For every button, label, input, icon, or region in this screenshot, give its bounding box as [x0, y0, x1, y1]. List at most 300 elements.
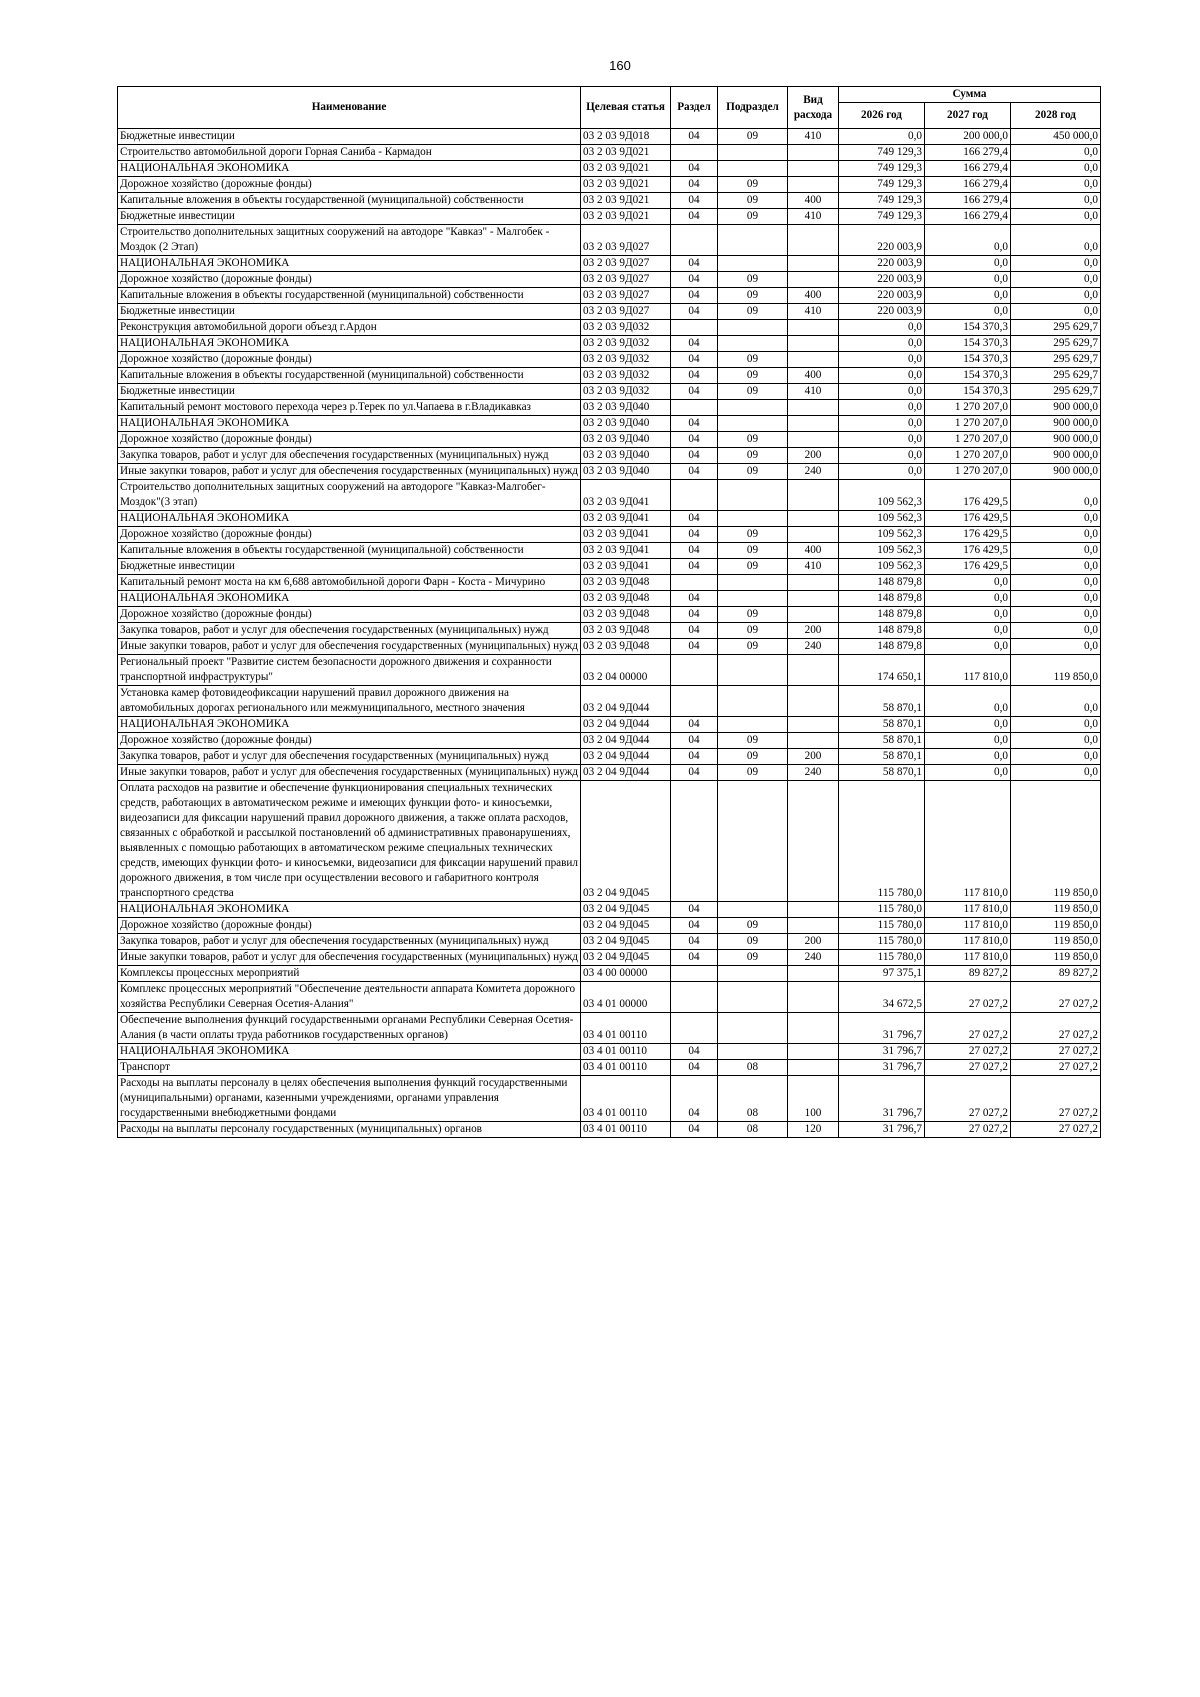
row-expense-type: 410 — [788, 384, 839, 400]
row-sum-2026: 0,0 — [839, 400, 925, 416]
row-subsection: 09 — [718, 765, 788, 781]
row-target-code: 03 4 00 00000 — [581, 966, 671, 982]
row-subsection: 09 — [718, 918, 788, 934]
row-expense-type — [788, 161, 839, 177]
row-subsection — [718, 511, 788, 527]
row-section: 04 — [671, 288, 718, 304]
row-subsection — [718, 320, 788, 336]
table-row — [118, 272, 1101, 288]
row-section: 04 — [671, 559, 718, 575]
row-target-code: 03 2 03 9Д040 — [581, 400, 671, 416]
row-sum-2026: 0,0 — [839, 129, 925, 145]
row-subsection — [718, 686, 788, 717]
row-section: 04 — [671, 765, 718, 781]
row-sum-2027: 1 270 207,0 — [925, 432, 1011, 448]
row-target-code: 03 4 01 00110 — [581, 1013, 671, 1044]
table-row — [118, 623, 1101, 639]
row-expense-type: 400 — [788, 368, 839, 384]
row-sum-2026: 109 562,3 — [839, 543, 925, 559]
row-section: 04 — [671, 902, 718, 918]
row-target-code: 03 2 03 9Д027 — [581, 272, 671, 288]
row-subsection: 09 — [718, 639, 788, 655]
row-name: Бюджетные инвестиции — [118, 304, 581, 320]
row-target-code: 03 2 03 9Д041 — [581, 559, 671, 575]
row-section: 04 — [671, 193, 718, 209]
row-sum-2026: 58 870,1 — [839, 749, 925, 765]
row-sum-2028: 27 027,2 — [1011, 1060, 1101, 1076]
row-subsection — [718, 717, 788, 733]
row-target-code: 03 2 03 9Д027 — [581, 304, 671, 320]
row-sum-2026: 58 870,1 — [839, 733, 925, 749]
row-sum-2026: 0,0 — [839, 336, 925, 352]
row-sum-2028: 0,0 — [1011, 145, 1101, 161]
row-name: Дорожное хозяйство (дорожные фонды) — [118, 918, 581, 934]
row-name: Строительство дополнительных защитных сооружений на автодоре "Кавказ" - Малгобек - Моздок (2 Этап) — [118, 225, 581, 256]
row-sum-2027: 0,0 — [925, 749, 1011, 765]
row-target-code: 03 2 03 9Д032 — [581, 336, 671, 352]
row-expense-type: 410 — [788, 129, 839, 145]
table-row — [118, 749, 1101, 765]
row-sum-2026: 109 562,3 — [839, 559, 925, 575]
table-row — [118, 639, 1101, 655]
table-row — [118, 336, 1101, 352]
row-section — [671, 400, 718, 416]
row-section: 04 — [671, 336, 718, 352]
row-sum-2028: 0,0 — [1011, 209, 1101, 225]
row-expense-type — [788, 416, 839, 432]
table-row — [118, 765, 1101, 781]
table-row — [118, 733, 1101, 749]
row-sum-2028: 119 850,0 — [1011, 781, 1101, 902]
table-row — [118, 717, 1101, 733]
table-row — [118, 918, 1101, 934]
row-target-code: 03 2 03 9Д040 — [581, 448, 671, 464]
row-section: 04 — [671, 918, 718, 934]
header-year-2026: 2026 год — [839, 103, 925, 129]
row-sum-2027: 0,0 — [925, 272, 1011, 288]
row-sum-2028: 0,0 — [1011, 559, 1101, 575]
table-row — [118, 320, 1101, 336]
row-target-code: 03 2 03 9Д041 — [581, 543, 671, 559]
row-target-code: 03 2 03 9Д048 — [581, 623, 671, 639]
row-sum-2028: 0,0 — [1011, 639, 1101, 655]
row-name: Капитальные вложения в объекты государственной (муниципальной) собственности — [118, 288, 581, 304]
row-subsection: 09 — [718, 432, 788, 448]
row-sum-2026: 0,0 — [839, 320, 925, 336]
row-name: Дорожное хозяйство (дорожные фонды) — [118, 607, 581, 623]
row-sum-2028: 0,0 — [1011, 607, 1101, 623]
row-expense-type: 410 — [788, 304, 839, 320]
row-name: НАЦИОНАЛЬНАЯ ЭКОНОМИКА — [118, 161, 581, 177]
row-name: Комплексы процессных мероприятий — [118, 966, 581, 982]
row-section — [671, 781, 718, 902]
row-section: 04 — [671, 177, 718, 193]
row-sum-2026: 0,0 — [839, 368, 925, 384]
row-section: 04 — [671, 272, 718, 288]
row-target-code: 03 2 03 9Д021 — [581, 177, 671, 193]
row-sum-2027: 117 810,0 — [925, 902, 1011, 918]
row-target-code: 03 2 04 00000 — [581, 655, 671, 686]
row-expense-type — [788, 591, 839, 607]
row-name: НАЦИОНАЛЬНАЯ ЭКОНОМИКА — [118, 1044, 581, 1060]
row-sum-2027: 166 279,4 — [925, 161, 1011, 177]
row-name: НАЦИОНАЛЬНАЯ ЭКОНОМИКА — [118, 591, 581, 607]
row-name: НАЦИОНАЛЬНАЯ ЭКОНОМИКА — [118, 511, 581, 527]
row-section: 04 — [671, 607, 718, 623]
row-sum-2028: 900 000,0 — [1011, 416, 1101, 432]
row-target-code: 03 2 04 9Д045 — [581, 918, 671, 934]
row-sum-2028: 27 027,2 — [1011, 1122, 1101, 1138]
row-sum-2026: 109 562,3 — [839, 527, 925, 543]
table-row — [118, 352, 1101, 368]
row-section — [671, 686, 718, 717]
row-name: НАЦИОНАЛЬНАЯ ЭКОНОМИКА — [118, 416, 581, 432]
row-subsection — [718, 591, 788, 607]
row-target-code: 03 2 03 9Д041 — [581, 480, 671, 511]
table-row — [118, 1044, 1101, 1060]
row-sum-2028: 0,0 — [1011, 193, 1101, 209]
row-expense-type — [788, 781, 839, 902]
row-sum-2026: 749 129,3 — [839, 209, 925, 225]
row-target-code: 03 2 03 9Д032 — [581, 352, 671, 368]
row-name: Иные закупки товаров, работ и услуг для обеспечения государственных (муниципальных) нужд — [118, 950, 581, 966]
row-sum-2028: 0,0 — [1011, 511, 1101, 527]
row-name: Расходы на выплаты персоналу государственных (муниципальных) органов — [118, 1122, 581, 1138]
table-row — [118, 591, 1101, 607]
row-section: 04 — [671, 161, 718, 177]
row-sum-2027: 0,0 — [925, 765, 1011, 781]
row-section: 04 — [671, 950, 718, 966]
table-row — [118, 177, 1101, 193]
row-target-code: 03 2 04 9Д045 — [581, 781, 671, 902]
row-sum-2028: 27 027,2 — [1011, 1076, 1101, 1122]
row-name: Капитальные вложения в объекты государственной (муниципальной) собственности — [118, 368, 581, 384]
row-sum-2028: 0,0 — [1011, 225, 1101, 256]
row-sum-2027: 1 270 207,0 — [925, 400, 1011, 416]
row-expense-type: 240 — [788, 464, 839, 480]
row-sum-2026: 31 796,7 — [839, 1060, 925, 1076]
row-sum-2027: 0,0 — [925, 733, 1011, 749]
table-row — [118, 686, 1101, 717]
row-sum-2027: 154 370,3 — [925, 368, 1011, 384]
row-name: НАЦИОНАЛЬНАЯ ЭКОНОМИКА — [118, 336, 581, 352]
row-target-code: 03 2 03 9Д027 — [581, 288, 671, 304]
row-sum-2026: 31 796,7 — [839, 1044, 925, 1060]
row-sum-2026: 58 870,1 — [839, 765, 925, 781]
row-subsection: 09 — [718, 950, 788, 966]
row-subsection: 09 — [718, 209, 788, 225]
budget-table — [117, 86, 1101, 1138]
table-row — [118, 448, 1101, 464]
row-sum-2027: 0,0 — [925, 575, 1011, 591]
row-name: Закупка товаров, работ и услуг для обеспечения государственных (муниципальных) нужд — [118, 749, 581, 765]
row-sum-2028: 0,0 — [1011, 272, 1101, 288]
row-target-code: 03 2 04 9Д045 — [581, 902, 671, 918]
row-sum-2027: 27 027,2 — [925, 1013, 1011, 1044]
table-row — [118, 193, 1101, 209]
row-target-code: 03 4 01 00110 — [581, 1044, 671, 1060]
row-expense-type — [788, 607, 839, 623]
row-sum-2028: 27 027,2 — [1011, 1013, 1101, 1044]
row-sum-2028: 0,0 — [1011, 161, 1101, 177]
row-target-code: 03 2 04 9Д045 — [581, 934, 671, 950]
row-sum-2028: 0,0 — [1011, 288, 1101, 304]
row-sum-2028: 295 629,7 — [1011, 368, 1101, 384]
table-body — [118, 129, 1101, 1138]
row-name: Дорожное хозяйство (дорожные фонды) — [118, 272, 581, 288]
row-sum-2028: 0,0 — [1011, 749, 1101, 765]
table-row — [118, 527, 1101, 543]
row-expense-type: 400 — [788, 543, 839, 559]
row-sum-2028: 27 027,2 — [1011, 1044, 1101, 1060]
row-name: Региональный проект "Развитие систем безопасности дорожного движения и сохранности транспортной инфраструктуры" — [118, 655, 581, 686]
row-expense-type — [788, 1013, 839, 1044]
row-name: Капитальные вложения в объекты государственной (муниципальной) собственности — [118, 543, 581, 559]
row-sum-2028: 0,0 — [1011, 304, 1101, 320]
row-expense-type: 120 — [788, 1122, 839, 1138]
row-subsection: 09 — [718, 464, 788, 480]
row-sum-2027: 176 429,5 — [925, 543, 1011, 559]
row-expense-type — [788, 225, 839, 256]
row-sum-2028: 0,0 — [1011, 543, 1101, 559]
row-sum-2026: 115 780,0 — [839, 934, 925, 950]
row-subsection — [718, 781, 788, 902]
row-sum-2027: 117 810,0 — [925, 918, 1011, 934]
row-name: Бюджетные инвестиции — [118, 559, 581, 575]
row-target-code: 03 2 04 9Д044 — [581, 749, 671, 765]
row-sum-2028: 0,0 — [1011, 686, 1101, 717]
row-sum-2028: 0,0 — [1011, 480, 1101, 511]
row-sum-2026: 749 129,3 — [839, 193, 925, 209]
row-section: 04 — [671, 129, 718, 145]
row-name: Капитальный ремонт мостового перехода через р.Терек по ул.Чапаева в г.Владикавказ — [118, 400, 581, 416]
row-name: Транспорт — [118, 1060, 581, 1076]
header-expense-type: Вид расхода — [788, 87, 839, 129]
row-subsection: 08 — [718, 1076, 788, 1122]
row-sum-2028: 89 827,2 — [1011, 966, 1101, 982]
row-expense-type: 240 — [788, 950, 839, 966]
row-sum-2026: 0,0 — [839, 416, 925, 432]
row-sum-2026: 0,0 — [839, 448, 925, 464]
row-expense-type: 200 — [788, 623, 839, 639]
row-section: 04 — [671, 352, 718, 368]
row-sum-2028: 0,0 — [1011, 527, 1101, 543]
row-subsection — [718, 966, 788, 982]
row-target-code: 03 2 03 9Д021 — [581, 161, 671, 177]
row-sum-2028: 295 629,7 — [1011, 336, 1101, 352]
header-name: Наименование — [118, 87, 581, 129]
row-name: Закупка товаров, работ и услуг для обеспечения государственных (муниципальных) нужд — [118, 623, 581, 639]
row-target-code: 03 2 03 9Д021 — [581, 145, 671, 161]
table-row — [118, 384, 1101, 400]
row-expense-type — [788, 717, 839, 733]
header-year-2027: 2027 год — [925, 103, 1011, 129]
row-sum-2027: 117 810,0 — [925, 950, 1011, 966]
row-sum-2026: 0,0 — [839, 464, 925, 480]
row-subsection: 09 — [718, 623, 788, 639]
row-target-code: 03 2 03 9Д027 — [581, 256, 671, 272]
table-row — [118, 400, 1101, 416]
row-name: Расходы на выплаты персоналу в целях обеспечения выполнения функций государственными (муниципальными) органами, казенными учреждениями, органами управления государственными внебюджетными фондами — [118, 1076, 581, 1122]
row-subsection: 09 — [718, 607, 788, 623]
row-sum-2026: 220 003,9 — [839, 256, 925, 272]
row-name: Капитальный ремонт моста на км 6,688 автомобильной дороги Фарн - Коста - Мичурино — [118, 575, 581, 591]
row-target-code: 03 2 03 9Д032 — [581, 320, 671, 336]
row-sum-2028: 295 629,7 — [1011, 320, 1101, 336]
row-section — [671, 225, 718, 256]
row-sum-2028: 0,0 — [1011, 177, 1101, 193]
row-section — [671, 480, 718, 511]
row-name: Дорожное хозяйство (дорожные фонды) — [118, 432, 581, 448]
row-expense-type — [788, 432, 839, 448]
row-expense-type — [788, 336, 839, 352]
row-name: Оплата расходов на развитие и обеспечение функционирования специальных технических средств, работающих в автоматическом режиме и имеющих функции фото- и киносъемки, видеозаписи для фиксации нарушений правил дорожного движения, а также оплата расходов, связанных с обработкой и рассылкой постановлений об административных правонарушениях, выявленных с помощью работающих в автоматическом режиме специальных технических средств, имеющих функции фото- и киносъемки, видеозаписи для фиксации нарушений правил дорожного движения, в том числе при осуществлении весового и габаритного контроля транспортного средства — [118, 781, 581, 902]
table-row — [118, 982, 1101, 1013]
row-subsection: 09 — [718, 749, 788, 765]
row-expense-type: 100 — [788, 1076, 839, 1122]
row-subsection — [718, 1044, 788, 1060]
row-expense-type — [788, 686, 839, 717]
row-sum-2028: 119 850,0 — [1011, 934, 1101, 950]
row-name: Капитальные вложения в объекты государственной (муниципальной) собственности — [118, 193, 581, 209]
row-name: Комплекс процессных мероприятий "Обеспечение деятельности аппарата Комитета дорожного хозяйства Республики Северная Осетия-Алания" — [118, 982, 581, 1013]
row-subsection: 09 — [718, 304, 788, 320]
row-section: 04 — [671, 464, 718, 480]
row-target-code: 03 2 04 9Д044 — [581, 686, 671, 717]
row-sum-2026: 58 870,1 — [839, 717, 925, 733]
row-sum-2027: 154 370,3 — [925, 336, 1011, 352]
row-section: 04 — [671, 1076, 718, 1122]
row-subsection — [718, 982, 788, 1013]
table-row — [118, 432, 1101, 448]
row-subsection: 09 — [718, 559, 788, 575]
row-sum-2027: 0,0 — [925, 686, 1011, 717]
row-sum-2026: 0,0 — [839, 384, 925, 400]
row-subsection — [718, 145, 788, 161]
row-subsection — [718, 161, 788, 177]
row-sum-2026: 115 780,0 — [839, 950, 925, 966]
row-sum-2028: 119 850,0 — [1011, 918, 1101, 934]
table-row — [118, 1122, 1101, 1138]
row-target-code: 03 4 01 00000 — [581, 982, 671, 1013]
row-name: Дорожное хозяйство (дорожные фонды) — [118, 352, 581, 368]
row-section: 04 — [671, 733, 718, 749]
row-section: 04 — [671, 304, 718, 320]
row-expense-type — [788, 527, 839, 543]
row-subsection: 09 — [718, 527, 788, 543]
row-sum-2027: 0,0 — [925, 225, 1011, 256]
row-expense-type — [788, 1044, 839, 1060]
row-section: 04 — [671, 384, 718, 400]
row-name: Установка камер фотовидеофиксации нарушений правил дорожного движения на автомобильных дорогах регионального или межмуниципального, местного значения — [118, 686, 581, 717]
row-section: 04 — [671, 591, 718, 607]
row-sum-2027: 200 000,0 — [925, 129, 1011, 145]
row-name: Бюджетные инвестиции — [118, 209, 581, 225]
row-sum-2027: 166 279,4 — [925, 193, 1011, 209]
row-subsection — [718, 256, 788, 272]
row-section — [671, 575, 718, 591]
row-sum-2028: 0,0 — [1011, 623, 1101, 639]
row-name: Иные закупки товаров, работ и услуг для обеспечения государственных (муниципальных) нужд — [118, 464, 581, 480]
row-name: Дорожное хозяйство (дорожные фонды) — [118, 177, 581, 193]
row-subsection: 09 — [718, 272, 788, 288]
header-year-2028: 2028 год — [1011, 103, 1101, 129]
row-section: 04 — [671, 717, 718, 733]
row-sum-2027: 1 270 207,0 — [925, 448, 1011, 464]
table-row — [118, 209, 1101, 225]
header-sum: Сумма — [839, 87, 1101, 103]
row-sum-2026: 148 879,8 — [839, 575, 925, 591]
row-sum-2027: 0,0 — [925, 717, 1011, 733]
row-target-code: 03 2 03 9Д048 — [581, 607, 671, 623]
row-sum-2026: 148 879,8 — [839, 591, 925, 607]
table-row — [118, 543, 1101, 559]
row-section — [671, 320, 718, 336]
row-name: Дорожное хозяйство (дорожные фонды) — [118, 527, 581, 543]
row-sum-2028: 0,0 — [1011, 591, 1101, 607]
row-subsection: 08 — [718, 1060, 788, 1076]
row-expense-type — [788, 480, 839, 511]
row-subsection: 09 — [718, 543, 788, 559]
table-row — [118, 655, 1101, 686]
row-subsection — [718, 416, 788, 432]
row-sum-2027: 166 279,4 — [925, 209, 1011, 225]
table-row — [118, 288, 1101, 304]
row-expense-type — [788, 256, 839, 272]
row-expense-type — [788, 177, 839, 193]
row-sum-2027: 176 429,5 — [925, 527, 1011, 543]
row-sum-2028: 0,0 — [1011, 575, 1101, 591]
row-expense-type — [788, 400, 839, 416]
row-sum-2027: 176 429,5 — [925, 511, 1011, 527]
row-sum-2026: 148 879,8 — [839, 623, 925, 639]
row-sum-2026: 109 562,3 — [839, 480, 925, 511]
table-row — [118, 559, 1101, 575]
row-sum-2028: 0,0 — [1011, 256, 1101, 272]
row-sum-2026: 31 796,7 — [839, 1076, 925, 1122]
row-target-code: 03 2 04 9Д044 — [581, 733, 671, 749]
row-sum-2026: 31 796,7 — [839, 1013, 925, 1044]
row-expense-type — [788, 511, 839, 527]
row-sum-2026: 115 780,0 — [839, 902, 925, 918]
row-sum-2028: 0,0 — [1011, 733, 1101, 749]
row-expense-type: 400 — [788, 288, 839, 304]
row-sum-2027: 27 027,2 — [925, 982, 1011, 1013]
row-section: 04 — [671, 639, 718, 655]
header-section: Раздел — [671, 87, 718, 129]
row-expense-type — [788, 352, 839, 368]
row-section: 04 — [671, 511, 718, 527]
row-target-code: 03 2 03 9Д021 — [581, 193, 671, 209]
row-sum-2027: 0,0 — [925, 623, 1011, 639]
row-section: 04 — [671, 749, 718, 765]
row-name: Иные закупки товаров, работ и услуг для обеспечения государственных (муниципальных) нужд — [118, 639, 581, 655]
row-sum-2027: 1 270 207,0 — [925, 464, 1011, 480]
row-target-code: 03 2 03 9Д048 — [581, 575, 671, 591]
row-expense-type — [788, 320, 839, 336]
table-row — [118, 464, 1101, 480]
row-sum-2026: 749 129,3 — [839, 161, 925, 177]
row-sum-2026: 749 129,3 — [839, 177, 925, 193]
row-target-code: 03 4 01 00110 — [581, 1076, 671, 1122]
row-sum-2028: 27 027,2 — [1011, 982, 1101, 1013]
row-subsection: 09 — [718, 384, 788, 400]
row-sum-2026: 220 003,9 — [839, 225, 925, 256]
row-sum-2026: 749 129,3 — [839, 145, 925, 161]
row-sum-2027: 0,0 — [925, 639, 1011, 655]
row-sum-2027: 166 279,4 — [925, 177, 1011, 193]
row-subsection: 09 — [718, 177, 788, 193]
